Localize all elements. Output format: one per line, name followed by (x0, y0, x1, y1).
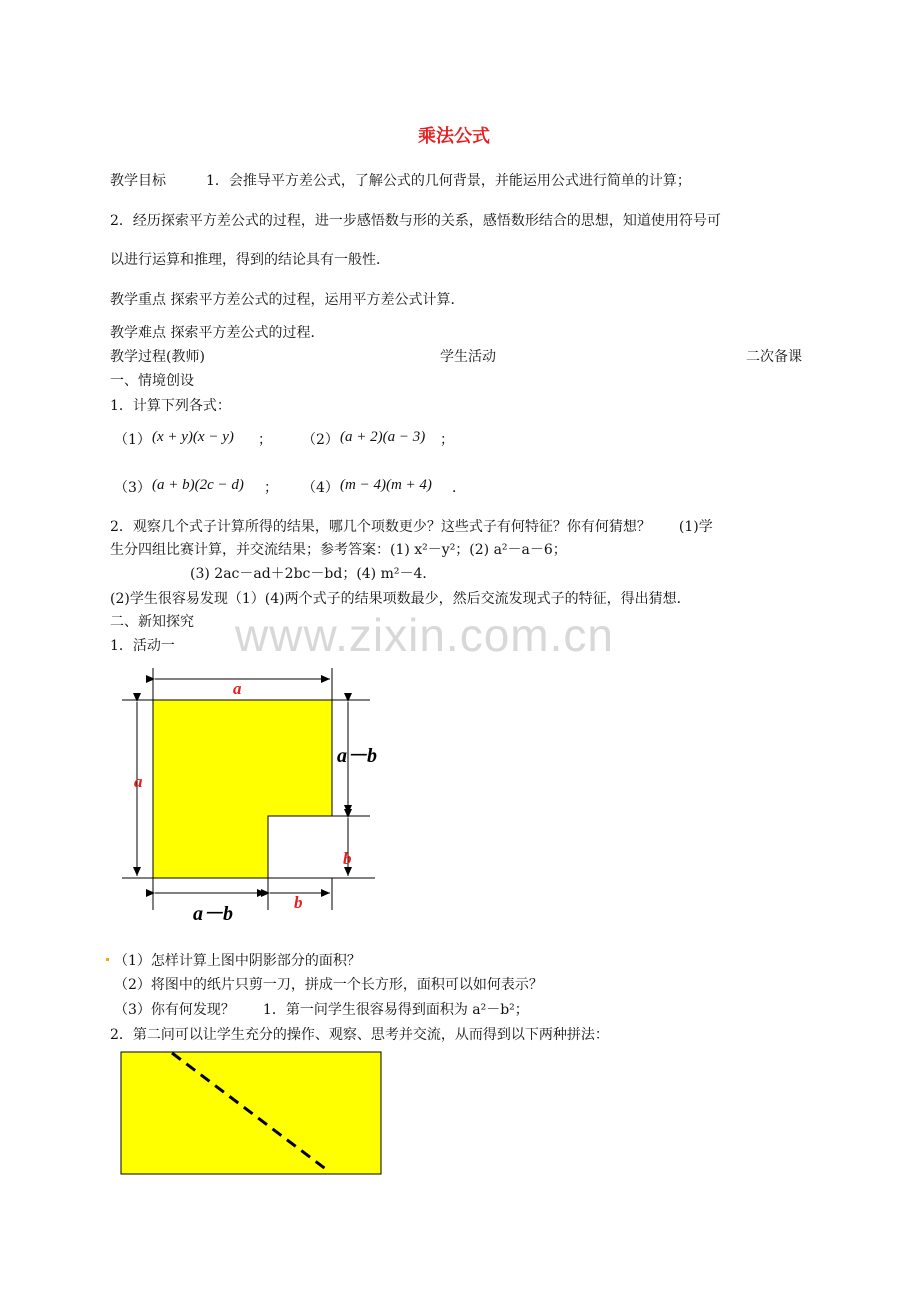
question-1: 1．计算下列各式： (110, 398, 231, 414)
goals-label: 教学目标 (110, 173, 166, 189)
column-second: 二次备课 (746, 349, 802, 365)
label-top-a: a (233, 679, 242, 698)
column-student: 学生活动 (440, 349, 496, 365)
activity-1-label: 1．活动一 (110, 638, 175, 654)
question-2-line-4: (2)学生很容易发现（1）(4)两个式子的结果项数最少，然后交流发现式子的特征，得出猜想． (110, 591, 691, 607)
expr-1-end: ； (258, 432, 272, 448)
question-b: （2）将图中的纸片只剪一刀，拼成一个长方形，面积可以如何表示？ (114, 977, 543, 993)
expr-4-number: （4） (302, 480, 339, 496)
expr-4-end: ． (452, 480, 466, 496)
goal-item-1: 1．会推导平方差公式，了解公式的几何背景，并能运用公式进行简单的计算； (206, 173, 691, 189)
section-2-heading: 二、新知探究 (110, 614, 194, 630)
expr-2-end: ； (440, 432, 454, 448)
question-a: （1）怎样计算上图中阴影部分的面积？ (114, 953, 361, 969)
label-right-b: b (343, 849, 352, 868)
expr-1-number: （1） (114, 432, 151, 448)
expr-4: (m − 4)(m + 4) (340, 477, 432, 493)
goal-item-2-line-1: 2．经历探索平方差公式的过程，进一步感悟数与形的关系，感悟数形结合的思想，知道使用符号可 (110, 213, 721, 229)
expr-2-number: （2） (302, 432, 339, 448)
key-point: 教学重点 探索平方差公式的过程，运用平方差公式计算． (110, 292, 465, 308)
goal-item-2-line-2: 以进行运算和推理，得到的结论具有一般性． (110, 252, 390, 268)
difficulty: 教学难点 探索平方差公式的过程． (110, 325, 325, 341)
expr-2: (a + 2)(a − 3) (340, 429, 426, 445)
label-bottom-a-minus-b: a－b (193, 903, 233, 925)
question-next: 2．第二问可以让学生充分的操作、观察、思考并交流，从而得到以下两种拼法： (110, 1027, 609, 1043)
watermark: www.zixin.com.cn (235, 609, 614, 661)
label-bottom-b: b (294, 893, 303, 912)
page-title: 乘法公式 (418, 126, 490, 147)
column-teacher: 教学过程(教师) (110, 349, 205, 365)
expr-3: (a + b)(2c − d) (152, 477, 244, 493)
question-2-line-1: 2．观察几个式子计算所得的结果，哪几个项数更少？这些式子有何特征？你有何猜想？ (1)学 (110, 519, 713, 535)
question-c: （3）你有何发现？ 1．第一问学生很容易得到面积为 a²－b²； (114, 1002, 529, 1018)
label-left-a: a (134, 772, 143, 791)
label-right-a-minus-b: a－b (337, 745, 377, 767)
section-1-heading: 一、情境创设 (110, 373, 194, 389)
question-2-line-2: 生分四组比赛计算，并交流结果；参考答案：(1) x²－y²；(2) a²－a－6； (110, 542, 567, 558)
question-2-line-3: (3) 2ac－ad＋2bc－bd；(4) m²－4． (190, 566, 437, 582)
expr-3-end: ； (264, 480, 278, 496)
expr-1: (x + y)(x − y) (152, 429, 234, 445)
expr-3-number: （3） (114, 480, 151, 496)
